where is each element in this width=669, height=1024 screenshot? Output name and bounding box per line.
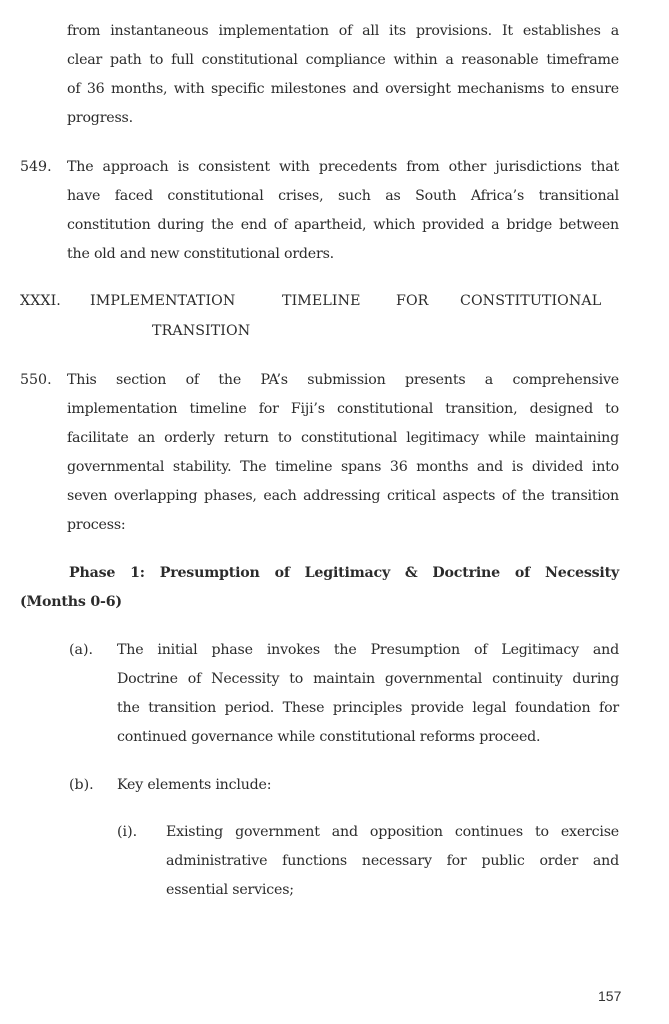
text-line: the old and new constitutional orders. — [67, 246, 334, 262]
text-line: The initial phase invokes the Presumption of Legitimacy and — [117, 642, 619, 658]
heading-word: IMPLEMENTATION — [90, 293, 236, 309]
heading-line-2: TRANSITION — [152, 323, 251, 339]
text-line: Key elements include: — [117, 777, 272, 793]
text-line: process: — [67, 517, 126, 533]
heading-word: CONSTITUTIONAL — [460, 293, 602, 309]
list-label: (i). — [117, 824, 138, 840]
text-line: administrative functions necessary for public order and — [166, 853, 619, 869]
text-line: This section of the PA’s submission presents a comprehensive — [67, 372, 619, 388]
text-line: the transition period. These principles provide legal foundation for — [117, 700, 619, 716]
text-line: essential services; — [166, 882, 294, 898]
text-line: constitution during the end of apartheid, which provided a bridge between — [67, 217, 619, 233]
phase-heading-line: (Months 0-6) — [20, 594, 122, 610]
text-line: from instantaneous implementation of all its provisions. It establishes a — [67, 23, 619, 39]
text-line: Doctrine of Necessity to maintain governmental continuity during — [117, 671, 619, 687]
phase-heading-line: Phase 1: Presumption of Legitimacy & Doctrine of Necessity — [69, 565, 619, 581]
text-line: The approach is consistent with precedents from other jurisdictions that — [67, 159, 619, 175]
text-line: implementation timeline for Fiji’s constitutional transition, designed to — [67, 401, 619, 417]
text-line: have faced constitutional crises, such as South Africa’s transitional — [67, 188, 619, 204]
heading-word: FOR — [396, 293, 429, 309]
text-line: Existing government and opposition continues to exercise — [166, 824, 619, 840]
text-line: seven overlapping phases, each addressing critical aspects of the transition — [67, 488, 619, 504]
list-label: (b). — [69, 777, 94, 793]
text-line: facilitate an orderly return to constitutional legitimacy while maintaining — [67, 430, 619, 446]
page-number: 157 — [598, 988, 622, 1004]
paragraph-number: 549. — [20, 159, 52, 175]
text-line: continued governance while constitutional reforms proceed. — [117, 729, 541, 745]
text-line: clear path to full constitutional compliance within a reasonable timeframe — [67, 52, 619, 68]
list-label: (a). — [69, 642, 94, 658]
text-line: of 36 months, with specific milestones and oversight mechanisms to ensure — [67, 81, 619, 97]
heading-word: TIMELINE — [282, 293, 361, 309]
text-line: progress. — [67, 110, 133, 126]
text-line: governmental stability. The timeline spans 36 months and is divided into — [67, 459, 619, 475]
paragraph-number: 550. — [20, 372, 52, 388]
section-number: XXXI. — [20, 293, 61, 309]
